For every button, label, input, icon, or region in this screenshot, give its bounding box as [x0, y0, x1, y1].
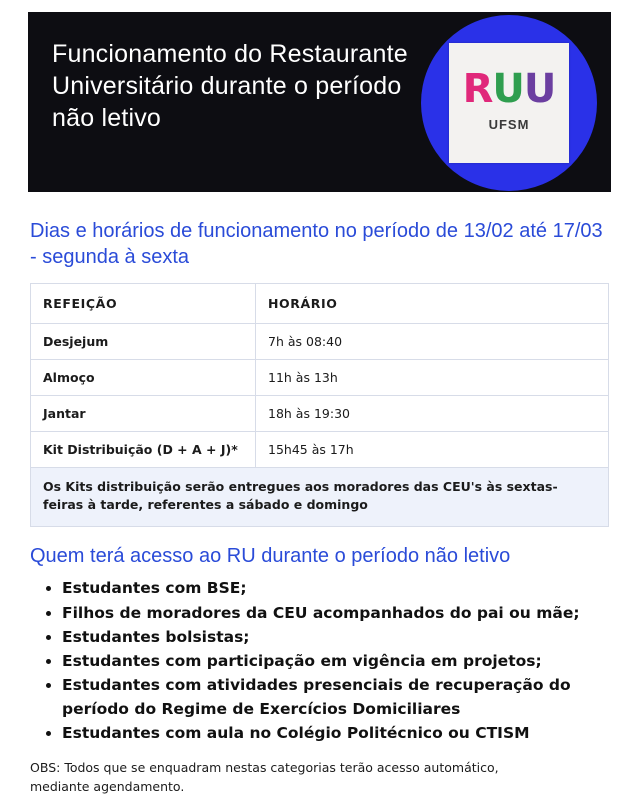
meal-time: 7h às 08:40	[256, 323, 609, 359]
table-header-meal: REFEIÇÃO	[31, 284, 256, 324]
meal-name: Jantar	[31, 395, 256, 431]
list-item: • Estudantes com aula no Colégio Politécnico ou CTISM	[62, 722, 609, 745]
logo-letter-r: R	[462, 66, 493, 112]
table-row	[31, 359, 608, 395]
banner	[28, 12, 611, 192]
logo-letter-u-purple: U	[523, 66, 556, 112]
meal-time: 18h às 19:30	[256, 395, 609, 431]
meal-name: Kit Distribuição (D + A + J)*	[31, 431, 256, 467]
meal-name: Desjejum	[31, 323, 256, 359]
logo-subtitle: UFSM	[488, 117, 530, 132]
logo-lettermark	[449, 66, 569, 112]
table-header-row	[31, 284, 608, 324]
table-row	[31, 431, 608, 467]
list-item: • Estudantes com participação em vigência em projetos;	[62, 650, 609, 673]
list-item: • Filhos de moradores da CEU acompanhados do pai ou mãe;	[62, 602, 609, 625]
schedule-table-wrapper	[30, 283, 609, 468]
list-item: • Estudantes com atividades presenciais de recuperação do período do Regime de Exercícios Domiciliares	[62, 674, 609, 721]
schedule-heading: Dias e horários de funcionamento no período de 13/02 até 17/03 - segunda à sexta	[30, 220, 603, 269]
meal-time: 11h às 13h	[256, 359, 609, 395]
ru-ufsm-logo	[449, 43, 569, 163]
meal-name: Almoço	[31, 359, 256, 395]
table-row	[31, 323, 608, 359]
access-heading: Quem terá acesso ao RU durante o período não letivo	[30, 545, 511, 568]
table-row	[31, 395, 608, 431]
observation-note: OBS: Todos que se enquadram nestas categorias terão acesso automático, mediante agendamento.	[30, 760, 499, 794]
schedule-table	[31, 284, 608, 468]
kits-note: Os Kits distribuição serão entregues aos moradores das CEU's às sextas-feiras à tarde, referentes a sábado e domingo	[30, 468, 609, 527]
list-item: • Estudantes com BSE;	[62, 577, 609, 600]
list-item: • Estudantes bolsistas;	[62, 626, 609, 649]
meal-time: 15h45 às 17h	[256, 431, 609, 467]
table-header-time: HORÁRIO	[256, 284, 609, 324]
access-list	[30, 577, 609, 745]
banner-title: Funcionamento do Restaurante Universitário durante o período não letivo	[52, 40, 408, 132]
logo-letter-u-green: U	[492, 66, 524, 112]
